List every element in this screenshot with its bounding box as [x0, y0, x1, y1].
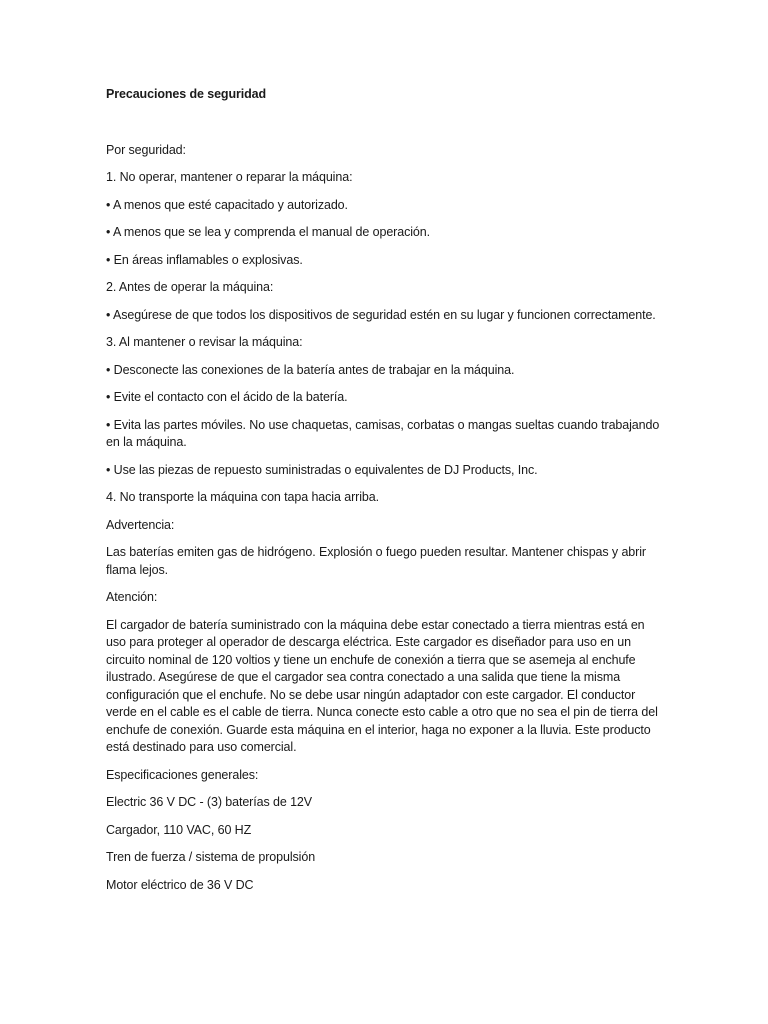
paragraph-baterias: Las baterías emiten gas de hidrógeno. Explosión o fuego pueden resultar. Mantener chispas y abrir flama lejos.: [106, 545, 646, 577]
heading-especificaciones: Especificaciones generales:: [106, 767, 259, 782]
heading-atencion: Atención:: [106, 590, 158, 604]
heading-advertencia: Advertencia:: [106, 517, 175, 532]
bullet-desconecte: • Desconecte las conexiones de la batería antes de trabajar en la máquina.: [106, 362, 515, 377]
bullet-areas: • En áreas inflamables o explosivas.: [106, 252, 303, 267]
bullet-partes-moviles: • Evita las partes móviles. No use chaquetas, camisas, corbatas o mangas sueltas cuando trabajando en la máquina.: [106, 417, 660, 449]
paragraph-cargador: El cargador de batería suministrado con la máquina debe estar conectado a tierra mientras está en uso para proteger al operador de descarga eléctrica. Este cargador es diseñador para uso en un circuito nominal de 120 voltios y tiene un enchufe de conexión a tierra que se asemeja al enchufe ilustrado. Asegúrese de que el cargador sea contra conectado a una salida que tiene la misma configuración que el enchufe. No se debe usar ningún adaptador con este cargador. El conductor verde en el cable es el cable de tierra. Nunca conecte esto cable a otro que no sea el pin de tierra del enchufe de conexión. Guarde esta máquina en el interior, haga no exponer a la lluvia. Este producto está destinado para uso comercial.: [106, 617, 658, 754]
bullet-manual: • A menos que se lea y comprenda el manual de operación.: [106, 225, 430, 239]
spec-cargador: Cargador, 110 VAC, 60 HZ: [106, 822, 252, 837]
bullet-repuesto: • Use las piezas de repuesto suministradas o equivalentes de DJ Products, Inc.: [106, 462, 538, 477]
paragraph-item-4: 4. No transporte la máquina con tapa hacia arriba.: [106, 490, 379, 504]
bullet-dispositivos: • Asegúrese de que todos los dispositivos de seguridad estén en su lugar y funcionen correctamente.: [106, 307, 656, 322]
bullet-acido: • Evite el contacto con el ácido de la batería.: [106, 390, 348, 404]
paragraph-item-1: 1. No operar, mantener o reparar la máquina:: [106, 170, 353, 184]
bullet-capacitado: • A menos que esté capacitado y autorizado.: [106, 197, 348, 212]
spec-tren: Tren de fuerza / sistema de propulsión: [106, 850, 316, 864]
spec-electric: Electric 36 V DC - (3) baterías de 12V: [106, 795, 313, 809]
document-title: Precauciones de seguridad: [106, 87, 267, 101]
paragraph-por-seguridad: Por seguridad:: [106, 142, 186, 157]
paragraph-item-2: 2. Antes de operar la máquina:: [106, 280, 274, 294]
spec-motor: Motor eléctrico de 36 V DC: [106, 877, 254, 892]
document-body: [106, 86, 666, 904]
paragraph-item-3: 3. Al mantener o revisar la máquina:: [106, 335, 303, 349]
